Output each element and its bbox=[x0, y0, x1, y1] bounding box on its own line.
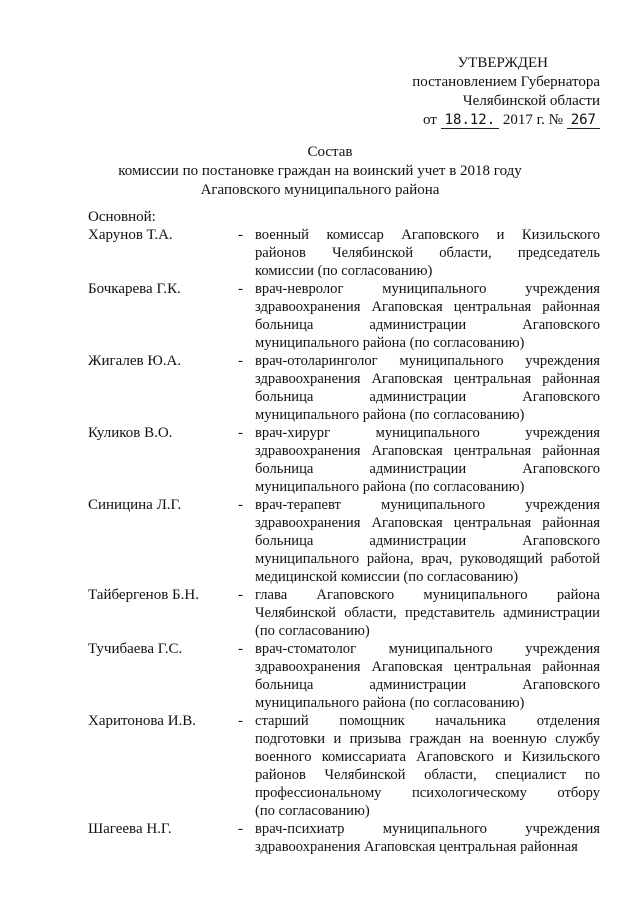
member-role-line: врач-хирург муниципального учреждения bbox=[255, 425, 600, 441]
member-name: Бочкарева Г.К. bbox=[88, 281, 181, 297]
member-role-line: врач-психиатр муниципального учреждения bbox=[255, 821, 600, 837]
member-role-line: муниципального района (по согласованию) bbox=[255, 695, 525, 711]
member-role-line: врач-стоматолог муниципального учреждения bbox=[255, 641, 600, 657]
approval-line-1: постановлением Губернатора bbox=[412, 74, 600, 90]
approval-title: УТВЕРЖДЕН bbox=[457, 55, 548, 71]
member-role-line: муниципального района, врач, руководящий работой bbox=[255, 551, 600, 567]
member-name: Тайбергенов Б.Н. bbox=[88, 587, 199, 603]
member-name: Жигалев Ю.А. bbox=[88, 353, 182, 369]
member-role-line: старший помощник начальника отделения bbox=[255, 713, 600, 729]
member-role-line: больница администрации Агаповского bbox=[255, 389, 600, 405]
member-role bbox=[255, 586, 600, 640]
member-role-line: здравоохранения Агаповская центральная районная bbox=[255, 659, 600, 675]
member-role bbox=[255, 226, 600, 280]
member-dash: - bbox=[238, 821, 243, 837]
member-role-line: врач-невролог муниципального учреждения bbox=[255, 281, 600, 297]
member-role-line: муниципального района (по согласованию) bbox=[255, 479, 525, 495]
member-role-line: здравоохранения Агаповская центральная районная bbox=[255, 299, 600, 315]
member-role-line: глава Агаповского муниципального района bbox=[255, 587, 600, 603]
approval-date-value: 18.12. bbox=[441, 112, 500, 129]
member-role-line: больница администрации Агаповского bbox=[255, 461, 600, 477]
member-row bbox=[88, 496, 603, 586]
member-role-line: (по согласованию) bbox=[255, 623, 370, 639]
heading-district: Агаповского муниципального района bbox=[200, 182, 440, 198]
member-role-line: муниципального района (по согласованию) bbox=[255, 407, 525, 423]
heading-title: Состав bbox=[307, 144, 353, 160]
member-dash: - bbox=[238, 587, 243, 603]
member-role-line: врач-отоларинголог муниципального учреждения bbox=[255, 353, 600, 369]
approval-stamp bbox=[380, 54, 600, 130]
approval-date-line bbox=[380, 111, 600, 130]
members-list bbox=[88, 226, 603, 856]
member-row bbox=[88, 352, 603, 424]
member-role-line: (по согласованию) bbox=[255, 803, 370, 819]
member-role-line: военный комиссар Агаповского и Кизильского bbox=[255, 227, 600, 243]
member-dash: - bbox=[238, 497, 243, 513]
member-role bbox=[255, 352, 600, 424]
member-role bbox=[255, 496, 600, 586]
approval-date-prefix: от bbox=[422, 112, 437, 128]
member-name: Тучибаева Г.С. bbox=[88, 641, 183, 657]
member-role bbox=[255, 424, 600, 496]
member-role bbox=[255, 280, 600, 352]
approval-date-suffix: 2017 г. № bbox=[502, 112, 563, 128]
member-row bbox=[88, 280, 603, 352]
member-role-line: больница администрации Агаповского bbox=[255, 317, 600, 333]
member-name: Синицина Л.Г. bbox=[88, 497, 182, 513]
approval-number-value: 267 bbox=[567, 112, 600, 129]
heading-subtitle: комиссии по постановке граждан на воинский учет в 2018 году bbox=[118, 163, 522, 179]
member-role-line: муниципального района (по согласованию) bbox=[255, 335, 525, 351]
member-name: Куликов В.О. bbox=[88, 425, 173, 441]
member-role-line: комиссии (по согласованию) bbox=[255, 263, 433, 279]
member-role-line: Челябинской области, представитель администрации bbox=[255, 605, 600, 621]
member-role-line: здравоохранения Агаповская центральная районная bbox=[255, 515, 600, 531]
member-role bbox=[255, 712, 600, 820]
member-dash: - bbox=[238, 227, 243, 243]
member-role-line: медицинской комиссии (по согласованию) bbox=[255, 569, 519, 585]
member-row bbox=[88, 820, 603, 856]
member-role bbox=[255, 640, 600, 712]
member-role-line: здравоохранения Агаповская центральная районная bbox=[255, 371, 600, 387]
member-role-line: здравоохранения Агаповская центральная районная bbox=[255, 839, 578, 855]
member-row bbox=[88, 640, 603, 712]
member-name: Харитонова И.В. bbox=[88, 713, 197, 729]
member-name: Харунов Т.А. bbox=[88, 227, 173, 243]
member-row bbox=[88, 226, 603, 280]
member-name: Шагеева Н.Г. bbox=[88, 821, 172, 837]
member-dash: - bbox=[238, 425, 243, 441]
member-role-line: больница администрации Агаповского bbox=[255, 533, 600, 549]
member-dash: - bbox=[238, 713, 243, 729]
member-row bbox=[88, 712, 603, 820]
member-dash: - bbox=[238, 281, 243, 297]
member-role bbox=[255, 820, 600, 856]
member-row bbox=[88, 424, 603, 496]
member-dash: - bbox=[238, 641, 243, 657]
approval-line-2: Челябинской области bbox=[462, 93, 600, 109]
document-heading bbox=[0, 143, 640, 200]
member-role-line: военного комиссариата Агаповского и Кизильского bbox=[255, 749, 600, 765]
member-role-line: профессиональному психологическому отбору bbox=[255, 785, 600, 801]
section-label: Основной: bbox=[88, 209, 156, 225]
member-row bbox=[88, 586, 603, 640]
member-role-line: здравоохранения Агаповская центральная районная bbox=[255, 443, 600, 459]
member-dash: - bbox=[238, 353, 243, 369]
member-role-line: районов Челябинской области, специалист по bbox=[255, 767, 600, 783]
member-role-line: районов Челябинской области, председатель bbox=[255, 245, 600, 261]
member-role-line: врач-терапевт муниципального учреждения bbox=[255, 497, 600, 513]
member-role-line: подготовки и призыва граждан на военную службу bbox=[255, 731, 600, 747]
member-role-line: больница администрации Агаповского bbox=[255, 677, 600, 693]
